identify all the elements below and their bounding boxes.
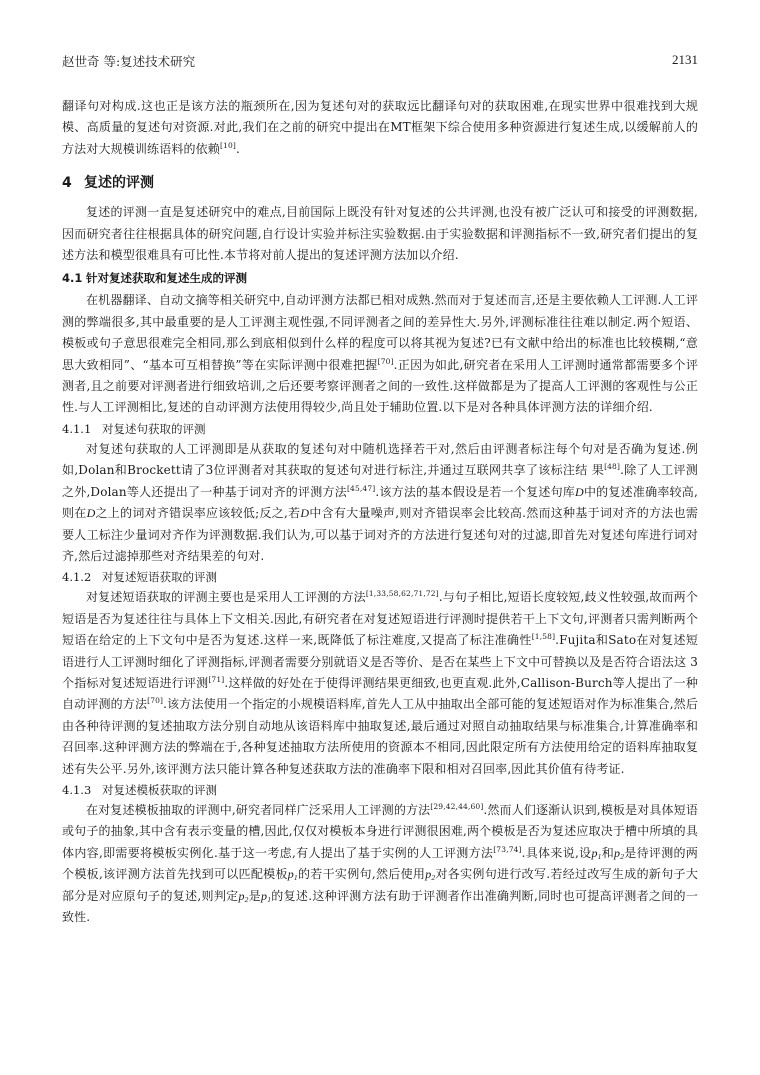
section-4-1-paragraph: 在机器翻译、自动文摘等相关研究中,自动评测方法都已相对成熟.然而对于复述而言,还是主要依赖人工评测.人工评测的弊端很多,其中最重要的是人工评测主观性强,不同评测者之间的差异性大.另外,评测标准往往难以制定.两个短语、模板或句子意思很难完全相同,那么到底相似到什么样的程度可以将其视为复述?已有文献中给出的标准也比较模糊,“意思大致相同”、“基本可互相替换”等在实际评测中很难把握[70].正因为如此,研究者在采用人工评测时通常都需要多个评测者,且之前要对评测者进行细致培训,之后还要考察评测者之间的一致性.这样做都是为了提高人工评测的客观性与公正性.与人工评测相比,复述的自动评测方法使用得较少,尚且处于辅助位置.以下是对各种具体评测方法的详细介绍. bbox=[62, 293, 698, 415]
variable-p1: $p_1$ bbox=[287, 867, 298, 883]
section-4-1-2-paragraph: 对复述短语获取的评测主要也是采用人工评测的方法[1,33,58,62,71,72].与句子相比,短语长度较短,歧义性较强,故而两个短语是否为复述往往与具体上下文相关.因此,有研究者在对复述短语进行评测时提供若干上下文句,评测者只需判断两个短语在给定的上下文句中是否为复述.这样一来,既降低了标注难度,又提高了标注准确性[1,58].Fujita和Sato在对复述短语进行人工评测时细化了评测指标,评测者需要分别就语义是否等价、是否在某些上下文中可替换以及是否符合语法这 3 个指标对复述短语进行评测[71].这样做的好处在于使得评测结果更细致,也更直观.此外,Callison-Burch等人提出了一种自动评测的方法[70].该方法使用一个指定的小规模语料库,首先人工从中抽取出全部可能的复述短语对作为标准集合,然后由各种待评测的复述抽取方法分别自动地从该语料库中抽取复述,最后通过对照自动抽取结果与标准集合,计算准确率和召回率.这种评测方法的弊端在于,各种复述抽取方法所使用的资源本不相同,因此限定所有方法使用给定的语料库抽取复述有失公平.另外,该评测方法只能计算各种复述获取方法的准确率下限和相对召回率,因此其价值有待考证. bbox=[62, 589, 698, 776]
citation[interactable]: [1,33,58,62,71,72] bbox=[365, 589, 439, 599]
variable-d: D bbox=[86, 506, 96, 521]
citation[interactable]: [73,74] bbox=[493, 844, 522, 854]
citation[interactable]: [29,42,44,60] bbox=[430, 801, 484, 811]
variable-p2: $p_2$ bbox=[238, 888, 249, 904]
variable-p1: $p_1$ bbox=[261, 888, 272, 904]
page-number: 2131 bbox=[672, 52, 698, 67]
section-4-1-2-heading: 4.1.2 对复述短语获取的评测 bbox=[62, 570, 217, 585]
running-head bbox=[62, 52, 698, 72]
variable-d: D bbox=[575, 484, 584, 499]
variable-p2: $p_2$ bbox=[425, 867, 436, 883]
citation[interactable]: [70] bbox=[377, 356, 394, 366]
citation[interactable]: [45,47] bbox=[346, 483, 376, 493]
citation[interactable]: [48] bbox=[604, 462, 621, 472]
section-4-heading: 4 复述的评测 bbox=[62, 175, 154, 192]
variable-p1: $p_1$ bbox=[591, 845, 602, 861]
section-4-1-1-heading: 4.1.1 对复述句获取的评测 bbox=[62, 421, 206, 436]
citation[interactable]: [71] bbox=[208, 674, 225, 684]
section-4-1-heading: 4.1 针对复述获取和复述生成的评测 bbox=[62, 271, 247, 286]
variable-p2: $p_2$ bbox=[614, 845, 625, 861]
section-4-paragraph: 复述的评测一直是复述研究中的难点,目前国际上既没有针对复述的公共评测,也没有被广泛认可和接受的评测数据,因而研究者往往根据具体的研究问题,自行设计实验并标注实验数据.由于实验数据和评测指标不一致,研究者们提出的复述方法和模型很难具有可比性.本节将对前人提出的复述评测方法加以介绍. bbox=[62, 205, 698, 263]
running-head-title: 赵世奇 等:复述技术研究 bbox=[62, 54, 196, 69]
intro-paragraph: 翻译句对构成.这也正是该方法的瓶颈所在,因为复述句对的获取远比翻译句对的获取困难,在现实世界中很难找到大规模、高质量的复述句对资源.对此,我们在之前的研究中提出在MT框架下综合使用多种资源进行复述生成,以缓解前人的方法对大规模训练语料的依赖[10]. bbox=[62, 99, 698, 156]
citation[interactable]: [10] bbox=[219, 140, 236, 150]
section-4-1-3-heading: 4.1.3 对复述模板获取的评测 bbox=[62, 782, 217, 797]
citation[interactable]: [1,58] bbox=[531, 632, 556, 642]
article-body bbox=[62, 96, 698, 928]
variable-d: D bbox=[300, 506, 310, 521]
section-4-1-1-paragraph: 对复述句获取的人工评测即是从获取的复述句对中随机选择若干对,然后由评测者标注每个句对是否确为复述.例如,Dolan和Brockett请了3位评测者对其获取的复述句对进行标注,并通过互联网共享了该标注结 果[48].除了人工评测之外,Dolan等人还提出了一种基于词对齐的评测方法[45,47].该方法的基本假设是若一个复述句库D中的复述准确率较高,则在D之上的词对齐错误率应该较低;反之,若D中含有大量噪声,则对齐错误率会比较高.然而这种基于词对齐的方法也需要人工标注少量词对齐作为评测数据.我们认为,可以基于词对齐的方法进行复述句对的过滤,即首先对复述句库进行词对齐,然后过滤掉那些对齐结果差的句对. bbox=[62, 441, 698, 563]
section-4-1-3-paragraph: 在对复述模板抽取的评测中,研究者同样广泛采用人工评测的方法[29,42,44,60].然而人们逐渐认识到,模板是对具体短语或句子的抽象,其中含有表示变量的槽,因此,仅仅对模板本身进行评测很困难,两个模板是否为复述应取决于槽中所填的具体内容,即需要将模板实例化.基于这一考虑,有人提出了基于实例的人工评测方法[73,74].具体来说,设$p_1$和$p_2$是待评测的两个模板,该评测方法首先找到可以匹配模板$p_1$的若干实例句,然后使用$p_2$对各实例句进行改写.若经过改写生成的新句子大部分是对应原句子的复述,则判定$p_2$是$p_1$的复述.这种评测方法有助于评测者作出准确判断,同时也可提高评测者之间的一致性. bbox=[62, 801, 699, 924]
citation[interactable]: [70] bbox=[147, 696, 164, 706]
